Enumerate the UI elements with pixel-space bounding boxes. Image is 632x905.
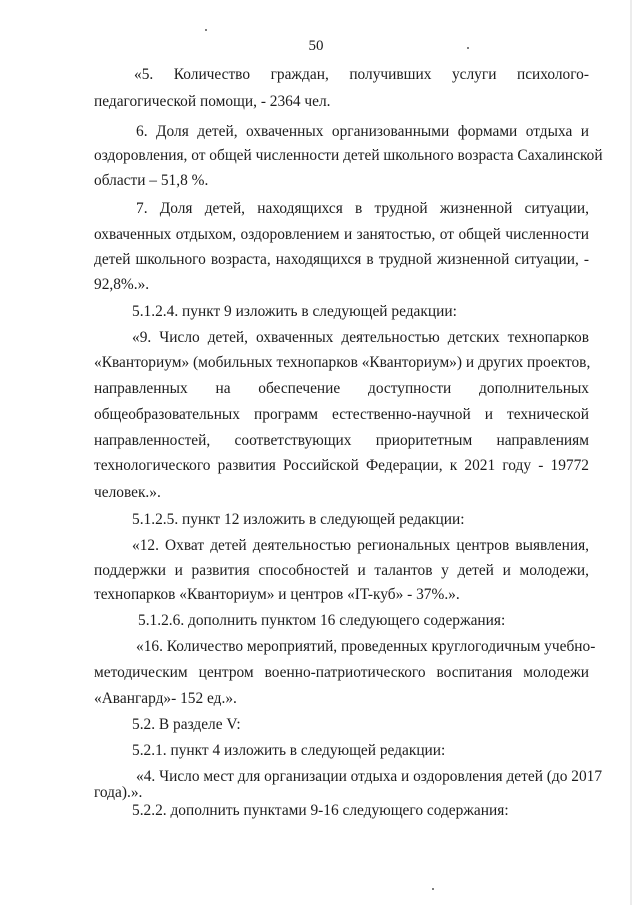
scan-speck (432, 888, 434, 890)
text-line: «16. Количество мероприятий, проведенных круглогодичным учебно- (136, 638, 596, 655)
text-line: общеобразовательных программ естественно-научной и технической (94, 406, 589, 423)
text-line: методическим центром военно-патриотического воспитания молодежи (94, 664, 589, 681)
text-line: технологического развития Российской Федерации, к 2021 году - 19772 (94, 457, 589, 474)
text-line: 5.1.2.5. пункт 12 изложить в следующей редакции: (132, 511, 465, 528)
text-line: 7. Доля детей, находящихся в трудной жизненной ситуации, (136, 200, 589, 217)
text-line: «12. Охват детей деятельностью региональных центров выявления, (132, 537, 589, 554)
scan-speck (467, 47, 469, 49)
text-line: технопарков «Кванториум» и центров «IT-куб» - 37%.». (94, 586, 460, 603)
text-line: направленностей, соответствующих приоритетным направлениям (94, 432, 589, 449)
text-line: «Кванториум» (мобильных технопарков «Кванториум») и других проектов, (94, 354, 591, 371)
text-line: детей школьного возраста, находящихся в трудной жизненной ситуации, - (94, 251, 589, 268)
text-line: поддержки и развития способностей и талантов у детей и молодежи, (94, 562, 589, 579)
text-line: года).». (94, 784, 143, 801)
text-line: 5.2.1. пункт 4 изложить в следующей редакции: (132, 742, 446, 759)
text-line: области – 51,8 %. (94, 172, 209, 189)
page-number: 50 (308, 38, 324, 54)
text-line: 5.2. В разделе V: (132, 716, 241, 733)
scan-speck (205, 29, 207, 31)
text-line: 92,8%.». (94, 276, 150, 293)
text-line: «5. Количество граждан, получивших услуги психолого- (134, 66, 589, 83)
text-line: 5.1.2.4. пункт 9 изложить в следующей редакции: (132, 303, 457, 320)
text-line: «9. Число детей, охваченных деятельностью детских технопарков (132, 329, 589, 346)
text-line: человек.». (94, 484, 161, 501)
text-line: педагогической помощи, - 2364 чел. (94, 93, 331, 110)
text-line: «4. Число мест для организации отдыха и оздоровления детей (до 2017 (136, 768, 603, 785)
text-line: 5.2.2. дополнить пунктами 9-16 следующего содержания: (132, 802, 509, 819)
text-line: оздоровления, от общей численности детей школьного возраста Сахалинской (94, 147, 603, 164)
text-line: направленных на обеспечение доступности дополнительных (94, 380, 589, 397)
text-line: 5.1.2.6. дополнить пунктом 16 следующего содержания: (138, 612, 506, 629)
text-line: охваченных отдыхом, оздоровлением и занятостью, от общей численности (94, 226, 589, 243)
text-line: «Авангард»- 152 ед.». (94, 690, 237, 707)
text-line: 6. Доля детей, охваченных организованными формами отдыха и (136, 123, 589, 140)
